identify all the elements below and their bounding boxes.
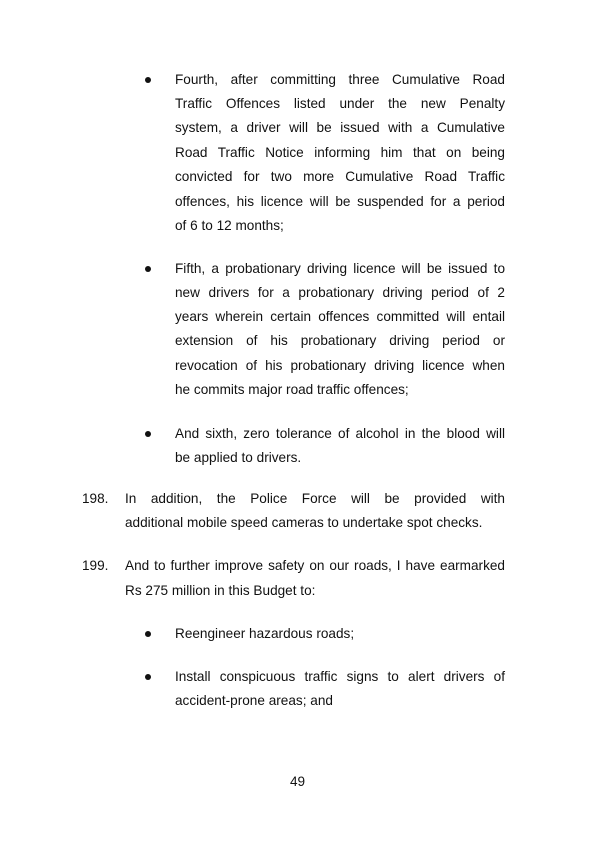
text-line: Road Traffic Notice informing him that on being [175, 145, 505, 160]
text-line: Fifth, a probationary driving licence will be issued to [175, 261, 505, 276]
text-line: accident-prone areas; and [175, 693, 333, 708]
text-line: offences, his licence will be suspended for a period [175, 194, 505, 209]
text-line: be applied to drivers. [175, 450, 302, 465]
text-line: And to further improve safety on our roads, I have earmarked [125, 558, 505, 573]
text-line: convicted for two more Cumulative Road Traffic [175, 169, 505, 184]
text-line: In addition, the Police Force will be provided with [125, 491, 505, 506]
bullet-icon [145, 631, 151, 637]
text-line: Reengineer hazardous roads; [175, 626, 355, 641]
text-line: he commits major road traffic offences; [175, 382, 409, 397]
text-line: And sixth, zero tolerance of alcohol in the blood will [175, 426, 505, 441]
bullet-icon [145, 674, 151, 680]
text-line: revocation of his probationary driving licence when [175, 358, 505, 373]
paragraph-number: 198. [82, 491, 109, 506]
text-line: Rs 275 million in this Budget to: [125, 583, 316, 598]
text-line: new drivers for a probationary driving period of 2 [175, 285, 505, 300]
text-line: extension of his probationary driving period or [175, 333, 505, 348]
text-line: system, a driver will be issued with a Cumulative [175, 120, 505, 135]
bullet-icon [145, 431, 151, 437]
bullet-icon [145, 266, 151, 272]
bullet-icon [145, 77, 151, 83]
paragraph-number: 199. [82, 558, 109, 573]
page-number: 49 [289, 774, 306, 789]
text-line: Install conspicuous traffic signs to alert drivers of [175, 669, 505, 684]
text-line: years wherein certain offences committed will entail [175, 309, 505, 324]
text-line: Traffic Offences listed under the new Penalty [175, 96, 505, 111]
text-line: Fourth, after committing three Cumulative Road [175, 72, 505, 87]
text-line: of 6 to 12 months; [175, 218, 284, 233]
text-line: additional mobile speed cameras to undertake spot checks. [125, 515, 483, 530]
